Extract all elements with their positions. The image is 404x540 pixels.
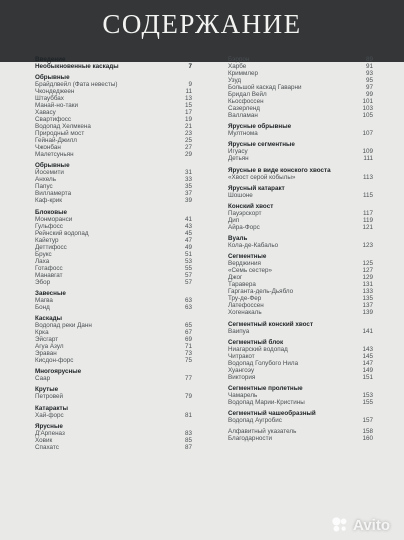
toc-section — [35, 209, 192, 286]
toc-entry — [35, 412, 192, 419]
toc-entry — [228, 192, 373, 199]
entry-name: Эйсгарт — [35, 335, 59, 343]
toc-section — [228, 141, 373, 162]
entry-page: 57 — [184, 271, 192, 279]
toc-section — [35, 405, 192, 419]
toc-entry — [35, 265, 192, 272]
toc-entry — [228, 70, 373, 77]
entry-page: 21 — [184, 123, 192, 131]
entry-page: 73 — [184, 349, 192, 357]
entry-page: 75 — [184, 356, 192, 364]
watermark-text: Avito — [353, 516, 390, 534]
entry-name: Рейнский водопад — [35, 229, 89, 237]
entry-name: Брукс — [35, 250, 52, 258]
toc-section — [228, 339, 373, 381]
entry-name: Игуасу — [228, 148, 248, 156]
toc-entry — [35, 251, 192, 258]
entry-page: 147 — [362, 359, 373, 367]
entry-name: Благодарности — [228, 435, 272, 443]
entry-name: Монморанси — [35, 215, 73, 223]
entry-name: Кайетур — [35, 236, 59, 244]
section-title: Введение — [35, 56, 66, 63]
toc-entry — [35, 183, 192, 190]
toc-entry — [228, 374, 373, 381]
entry-page: 119 — [362, 216, 373, 224]
toc-entry — [228, 84, 373, 91]
toc-entry — [228, 174, 373, 181]
toc-entry — [35, 190, 192, 197]
section-title: Блоковые — [35, 208, 67, 216]
toc-section — [228, 253, 373, 316]
toc-entry — [228, 242, 373, 249]
entry-name: Латефоссен — [228, 302, 264, 310]
toc-left-column — [35, 56, 192, 455]
entry-name: Водопад Хелмкена — [35, 123, 91, 131]
entry-name: Кола-де-Кабальо — [228, 242, 279, 250]
avito-logo-icon — [331, 516, 349, 534]
toc-entry — [35, 304, 192, 311]
entry-page: 149 — [362, 366, 373, 374]
entry-name: Гарганта-дель-Дьябло — [228, 288, 294, 296]
entry-page: 85 — [184, 436, 192, 444]
toc-entry — [228, 392, 373, 399]
section-title: Ярусные сегментные — [228, 141, 295, 149]
entry-page: 19 — [184, 116, 192, 124]
entry-name: Природный мост — [35, 130, 85, 138]
section-title: Сегментный конский хвост — [228, 320, 314, 328]
entry-name: Кисдон-форс — [35, 356, 74, 364]
entry-page: 143 — [362, 345, 373, 353]
entry-name: Пауэрскорт — [228, 209, 262, 217]
entry-name: Чжонбан — [35, 144, 61, 152]
toc-entry — [35, 237, 192, 244]
entry-page: 17 — [184, 109, 192, 117]
entry-page: 123 — [362, 242, 373, 250]
entry-name: Гейнай-Джилл — [35, 137, 77, 145]
toc-section — [35, 423, 192, 451]
entry-page: 137 — [362, 302, 373, 310]
entry-page: 158 — [362, 428, 373, 436]
entry-name: Эраван — [35, 349, 57, 357]
toc-entry — [228, 105, 373, 112]
entry-page: 93 — [365, 70, 373, 77]
toc-entry — [228, 309, 373, 316]
entry-page: 103 — [362, 105, 373, 112]
entry-name: Алфавитный указатель — [228, 428, 297, 436]
entry-page: 107 — [362, 130, 373, 138]
entry-name: Тру-де-Фер — [228, 295, 262, 303]
entry-name: Ниагарский водопад — [228, 345, 288, 353]
section-title: Многоярусные — [35, 368, 82, 376]
toc-entry — [35, 216, 192, 223]
entry-page: 67 — [184, 328, 192, 336]
section-title: Катаракты — [35, 404, 68, 412]
entry-name: Дип — [228, 216, 240, 224]
toc-section — [35, 386, 192, 400]
entry-name: Мултнома — [228, 130, 258, 138]
entry-name: Детьян — [228, 155, 249, 163]
toc-section — [228, 185, 373, 199]
toc-entry — [35, 116, 192, 123]
entry-name: Необыкновенные каскады — [35, 63, 119, 70]
entry-page: 83 — [184, 429, 192, 437]
toc-section — [35, 368, 192, 382]
entry-page: 65 — [184, 321, 192, 329]
entry-page: 127 — [362, 267, 373, 275]
toc-entry — [35, 81, 192, 88]
toc-section — [228, 123, 373, 137]
toc-section — [228, 203, 373, 231]
entry-name: Узуд — [228, 77, 242, 84]
toc-entry — [35, 357, 192, 364]
entry-page: 69 — [184, 335, 192, 343]
entry-page: 31 — [184, 169, 192, 177]
toc-section — [35, 162, 192, 204]
entry-page: 41 — [184, 215, 192, 223]
toc-entry — [228, 210, 373, 217]
toc-section — [35, 74, 192, 158]
entry-name: Малетсуньян — [35, 151, 74, 159]
toc-entry — [228, 130, 373, 137]
toc-entry — [35, 430, 192, 437]
entry-page: 37 — [184, 190, 192, 198]
entry-name: Таравера — [228, 281, 256, 289]
entry-name: Валламан — [228, 112, 258, 119]
entry-name: Петровей — [35, 393, 64, 401]
entry-name: Гульфосс — [35, 222, 63, 230]
entry-page: 49 — [184, 243, 192, 251]
entry-name: Водопад реки Данн — [35, 321, 92, 329]
entry-page: 45 — [184, 229, 192, 237]
entry-page: 155 — [362, 398, 373, 406]
entry-name: Бридал Вейл — [228, 91, 267, 98]
section-title: Крутые — [35, 386, 59, 394]
entry-page: 25 — [184, 137, 192, 145]
entry-name: Йосемити — [35, 169, 64, 177]
entry-page: 9 — [188, 81, 192, 89]
entry-page: 13 — [184, 95, 192, 103]
toc-entry — [228, 148, 373, 155]
toc-entry — [35, 258, 192, 265]
toc-entry — [228, 360, 373, 367]
toc-entry — [228, 260, 373, 267]
toc-entry — [228, 63, 373, 70]
entry-page: 139 — [362, 309, 373, 317]
toc-entry — [228, 91, 373, 98]
entry-name: Д'Арпеназ — [35, 429, 65, 437]
toc-entry — [35, 169, 192, 176]
entry-name: Вилламерта — [35, 190, 72, 198]
entry-name: Крка — [35, 328, 49, 336]
section-title: Конский хвост — [228, 202, 274, 210]
entry-name: Анхель — [35, 176, 57, 184]
entry-page: 145 — [362, 352, 373, 360]
toc-section — [35, 290, 192, 311]
entry-name: Ховик — [35, 436, 53, 444]
entry-name: Хуангоэу — [228, 366, 255, 374]
entry-page: 47 — [184, 236, 192, 244]
entry-name: Спахатс — [35, 443, 59, 451]
section-title: Каскады — [35, 314, 62, 322]
entry-page: 99 — [365, 91, 373, 98]
toc-entry — [228, 112, 373, 119]
toc-entry — [35, 322, 192, 329]
toc-entry — [228, 367, 373, 374]
toc-entry — [228, 399, 373, 406]
section-title: Ярусные в виде конского хвоста — [228, 166, 331, 174]
toc-section — [35, 315, 192, 364]
entry-page: 27 — [184, 144, 192, 152]
entry-page: 117 — [362, 209, 373, 217]
toc-entry — [228, 267, 373, 274]
toc-entry — [228, 217, 373, 224]
entry-name: Деттифосс — [35, 243, 67, 251]
entry-name: Готафосс — [35, 264, 63, 272]
entry-name: Штауббах — [35, 95, 64, 103]
entry-page: 157 — [362, 417, 373, 425]
entry-name: Кьосфоссен — [228, 98, 264, 105]
entry-name: Криммлер — [228, 70, 259, 77]
toc-entry — [35, 176, 192, 183]
entry-name: Бонд — [35, 303, 50, 311]
entry-name: Верджиния — [228, 260, 261, 268]
section-title: Сегментные пролетные — [228, 384, 303, 392]
entry-page: 57 — [184, 278, 192, 286]
toc-entry — [35, 393, 192, 400]
entry-name: Большой каскад Гаварни — [228, 84, 302, 91]
entry-name: Водопад Марии-Кристины — [228, 398, 305, 406]
toc-entry — [228, 328, 373, 335]
toc-right-column — [228, 56, 373, 446]
section-title: Завесные — [35, 289, 66, 297]
toc-entry — [228, 435, 373, 442]
entry-page: 39 — [184, 197, 192, 205]
entry-page: 29 — [184, 151, 192, 159]
entry-name: Харбе — [228, 63, 247, 70]
entry-name: Джог — [228, 274, 243, 282]
toc-entry — [228, 295, 373, 302]
entry-name: Брайдлвейл (Фата невесты) — [35, 81, 118, 89]
entry-page: 33 — [184, 176, 192, 184]
section-title: Обрывные — [35, 74, 70, 82]
entry-name: Чкондеджеен — [35, 88, 75, 96]
entry-name: Хавасу — [35, 109, 56, 117]
toc-entry — [228, 302, 373, 309]
toc-entry — [35, 144, 192, 151]
entry-name: Магва — [35, 296, 53, 304]
toc-entry — [35, 230, 192, 237]
toc-entry — [228, 353, 373, 360]
entry-page: 81 — [184, 411, 192, 419]
toc-entry — [35, 297, 192, 304]
toc-section — [228, 321, 373, 335]
entry-name: Читракот — [228, 352, 255, 360]
entry-page: 51 — [184, 250, 192, 258]
toc-entry — [35, 109, 192, 116]
entry-name: Бэррон — [228, 56, 250, 63]
entry-name: Манай-но-таки — [35, 102, 79, 110]
entry-page: 97 — [365, 84, 373, 91]
entry-name: Водопад Аугробис — [228, 417, 282, 425]
watermark — [331, 516, 390, 534]
toc-entry — [228, 155, 373, 162]
entry-page: 95 — [365, 77, 373, 84]
entry-name: Манавгат — [35, 271, 63, 279]
entry-page: 151 — [362, 373, 373, 381]
toc-entry — [228, 417, 373, 424]
toc-section — [228, 235, 373, 249]
entry-name: «Хвост серой кобылы» — [228, 173, 296, 181]
entry-page: 79 — [184, 393, 192, 401]
entry-name: Хай-форс — [35, 411, 64, 419]
entry-name: Каф-крик — [35, 197, 62, 205]
entry-page: 115 — [362, 191, 373, 199]
entry-page: 7 — [188, 63, 192, 70]
entry-name: Чамарель — [228, 391, 258, 399]
page-title: СОДЕРЖАНИЕ — [102, 9, 302, 39]
entry-page: 153 — [362, 391, 373, 399]
entry-page: 11 — [185, 88, 192, 96]
toc-entry — [35, 197, 192, 204]
entry-page: 71 — [184, 342, 192, 350]
toc-entry — [35, 272, 192, 279]
entry-name: Эбор — [35, 278, 51, 286]
entry-page: 133 — [362, 288, 373, 296]
entry-page: 87 — [184, 443, 192, 451]
section-title: Ярусные — [35, 422, 63, 430]
toc-entry — [228, 428, 373, 435]
section-title: Ярусный катаракт — [228, 184, 285, 192]
entry-name: Водопад Голубого Нила — [228, 359, 299, 367]
toc-entry — [228, 224, 373, 231]
entry-page: 63 — [184, 303, 192, 311]
entry-page: 53 — [184, 257, 192, 265]
toc-entry — [35, 350, 192, 357]
entry-page: 77 — [184, 375, 192, 383]
toc-entry — [35, 244, 192, 251]
entry-name: Папус — [35, 183, 53, 191]
entry-page: 91 — [365, 63, 373, 70]
toc-entry — [228, 98, 373, 105]
entry-page: 113 — [362, 173, 373, 181]
entry-name: Шошоне — [228, 191, 253, 199]
entry-name: Саар — [35, 375, 51, 383]
entry-page: 160 — [362, 435, 373, 443]
entry-page: 141 — [362, 327, 373, 335]
toc-entry — [35, 279, 192, 286]
entry-page: 135 — [362, 295, 373, 303]
entry-page: 15 — [184, 102, 192, 110]
entry-name: Хогенакаль — [228, 309, 262, 317]
toc-entry — [35, 375, 192, 382]
toc-entry — [35, 63, 192, 70]
page-header — [0, 0, 404, 62]
toc-entry — [228, 77, 373, 84]
entry-page: 129 — [362, 274, 373, 282]
entry-page: 89 — [365, 56, 373, 63]
toc-entry — [35, 223, 192, 230]
section-title: Ярусные обрывные — [228, 123, 292, 131]
toc-section — [228, 428, 373, 442]
entry-page: 63 — [184, 296, 192, 304]
section-title: Сегментный блок — [228, 338, 284, 346]
entry-name: «Семь сестер» — [228, 267, 273, 275]
entry-name: Айра-Форс — [228, 223, 260, 231]
entry-name: Агуа Азул — [35, 342, 64, 350]
toc-section — [228, 167, 373, 181]
toc-entry — [35, 444, 192, 451]
section-title: Обрывные — [35, 162, 70, 170]
entry-name: Свартифосс — [35, 116, 72, 124]
toc-entry — [35, 343, 192, 350]
toc-section — [228, 56, 373, 119]
toc-entry — [35, 151, 192, 158]
entry-name: Ваипуа — [228, 327, 250, 335]
toc-entry — [35, 336, 192, 343]
entry-name: Виктория — [228, 373, 256, 381]
toc-section — [228, 385, 373, 406]
entry-name: Лаха — [35, 257, 50, 265]
section-title: Сегментный чашеобразный — [228, 410, 316, 418]
entry-page: 43 — [184, 222, 192, 230]
toc-entry — [35, 329, 192, 336]
entry-page: 111 — [363, 155, 373, 163]
entry-page: 35 — [184, 183, 192, 191]
toc-entry — [35, 102, 192, 109]
toc-entry — [228, 288, 373, 295]
entry-page: 23 — [184, 130, 192, 138]
entry-name: Сазерленд — [228, 105, 260, 112]
section-title: Вуаль — [228, 235, 248, 243]
toc-entry — [228, 346, 373, 353]
toc-section — [228, 410, 373, 424]
entry-page: 55 — [184, 264, 192, 272]
toc-entry — [35, 437, 192, 444]
entry-page: 101 — [362, 98, 373, 105]
entry-page: 105 — [362, 112, 373, 119]
section-title: Сегментные — [228, 253, 267, 261]
entry-page: 121 — [362, 223, 373, 231]
toc-section — [35, 56, 192, 70]
toc-entry — [228, 56, 373, 63]
entry-page: 131 — [362, 281, 373, 289]
entry-page: 125 — [362, 260, 373, 268]
entry-page: 109 — [362, 148, 373, 156]
toc-entry — [228, 274, 373, 281]
